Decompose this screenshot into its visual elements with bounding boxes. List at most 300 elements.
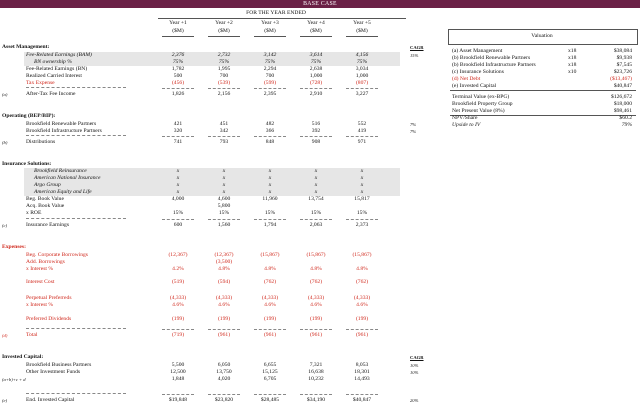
row-value: (762): [309, 279, 323, 285]
row-value: (519): [171, 279, 185, 285]
row-value: 75%: [356, 59, 368, 65]
column-year: Year +3: [261, 20, 279, 26]
row-label: Brookfield Infrastructure Partners: [26, 128, 102, 134]
row-value: x: [222, 182, 226, 188]
total-row: [0, 139, 420, 146]
row-value: x: [360, 189, 364, 195]
row-value: 4.8%: [218, 266, 230, 272]
valuation-label: (c) Insurance Solutions: [452, 69, 504, 75]
row-value: (15,867): [260, 252, 280, 258]
row-value: 700: [219, 73, 229, 79]
row-label: End. Invested Capital: [26, 397, 75, 403]
row-marker: (a): [2, 92, 8, 97]
total-row: [0, 222, 420, 229]
row-value: 600: [173, 222, 183, 228]
row-value: (15,867): [306, 252, 326, 258]
row-label: Interest Cost: [26, 279, 55, 285]
section-heading: [0, 113, 420, 120]
column-unit: ($M): [264, 28, 276, 34]
table-row: [0, 73, 420, 80]
row-value: 11,960: [262, 196, 278, 202]
table-row: [0, 210, 420, 217]
row-value: 2,373: [355, 222, 369, 228]
row-value: 2,395: [263, 91, 277, 97]
row-value: 4,000: [171, 196, 185, 202]
row-value: 908: [311, 139, 321, 145]
section-rule: [26, 87, 126, 88]
valuation-row: [450, 55, 636, 62]
row-value: 741: [173, 139, 183, 145]
valuation-label: Terminal Value (ex-BPG): [452, 94, 510, 100]
valuation-label: (a) Asset Management: [452, 48, 503, 54]
row-value: 15%: [172, 210, 184, 216]
column-year: Year +1: [169, 20, 187, 26]
row-value: 18,301: [354, 369, 370, 375]
row-value: 75%: [218, 59, 230, 65]
table-row: [0, 279, 420, 286]
row-value: 5,800: [217, 203, 231, 209]
row-value: x: [360, 182, 364, 188]
row-value: 7,321: [309, 362, 323, 368]
column-unit: ($M): [172, 28, 184, 34]
row-value: (199): [309, 316, 323, 322]
table-row: [0, 302, 420, 309]
row-value: 482: [265, 121, 275, 127]
row-value: 1,000: [309, 73, 323, 79]
row-value: (594): [217, 279, 231, 285]
row-value: 4.6%: [356, 302, 368, 308]
row-label: Distributions: [26, 139, 56, 145]
row-value: 1,794: [263, 222, 277, 228]
row-value: 500: [173, 73, 183, 79]
column-header-underline: [254, 36, 286, 37]
row-value: 1,995: [217, 66, 231, 72]
row-value: x: [360, 175, 364, 181]
valuation-row: [450, 101, 636, 108]
row-value: (456): [171, 80, 185, 86]
subtotal-rule: [162, 394, 194, 395]
row-value: 6,705: [263, 376, 277, 382]
table-row: [24, 168, 400, 175]
section-heading: [0, 244, 420, 251]
row-value: (12,367): [214, 252, 234, 258]
row-label: Acq. Book Value: [26, 203, 65, 209]
cagr-value: 7%: [410, 129, 417, 134]
row-label: x Interest %: [26, 302, 54, 308]
row-value: x: [176, 175, 180, 181]
row-value: (4,333): [169, 295, 187, 301]
row-value: x: [314, 182, 318, 188]
valuation-value: $7,545: [616, 62, 632, 68]
row-value: 13,750: [216, 369, 232, 375]
page-title-bar: [0, 0, 640, 8]
row-label: Beg. Corporate Borrowings: [26, 252, 88, 258]
row-value: (4,333): [353, 295, 371, 301]
column-unit: ($M): [310, 28, 322, 34]
cagr-header: CAGR: [410, 355, 424, 360]
valuation-label: (e) Invested Capital: [452, 83, 497, 89]
row-value: 419: [357, 128, 367, 134]
subtitle-underline: [158, 18, 406, 19]
row-label: Fee-Related Earnings (BAM): [26, 52, 92, 58]
row-value: (199): [355, 316, 369, 322]
valuation-value: $40,847: [613, 83, 632, 89]
row-value: x: [176, 182, 180, 188]
row-value: 2,638: [309, 66, 323, 72]
row-label: American National Insurance: [34, 175, 101, 181]
row-value: 1,000: [355, 73, 369, 79]
row-value: 75%: [310, 59, 322, 65]
row-label: Insurance Earnings: [26, 222, 70, 228]
row-value: $40,847: [352, 397, 372, 403]
table-row: [0, 259, 420, 266]
row-label: Perpetual Preferreds: [26, 295, 72, 301]
column-unit: ($M): [218, 28, 230, 34]
row-value: (807): [355, 80, 369, 86]
row-value: (4,333): [261, 295, 279, 301]
row-value: 4,600: [217, 196, 231, 202]
row-value: x: [314, 168, 318, 174]
row-value: (199): [217, 316, 231, 322]
row-value: (961): [355, 332, 369, 338]
subtotal-rule: [300, 219, 332, 220]
section-rule: [26, 393, 126, 394]
row-label: Argo Group: [34, 182, 61, 188]
row-value: (599): [263, 80, 277, 86]
row-value: (15,867): [352, 252, 372, 258]
subtotal-rule: [254, 88, 286, 89]
row-value: 15%: [310, 210, 322, 216]
row-label: Tax Expense: [26, 80, 55, 86]
row-value: 4.2%: [172, 266, 184, 272]
row-value: 2,732: [217, 52, 231, 58]
row-value: 3,614: [309, 52, 323, 58]
row-value: 75%: [172, 59, 184, 65]
row-value: $19,848: [168, 397, 188, 403]
row-value: x: [222, 168, 226, 174]
section-heading: [0, 44, 420, 51]
row-label: Preferred Dividends: [26, 316, 72, 322]
row-value: 342: [219, 128, 229, 134]
row-value: $34,190: [306, 397, 326, 403]
row-value: x: [268, 189, 272, 195]
subtotal-rule: [208, 219, 240, 220]
row-value: (961): [263, 332, 277, 338]
row-value: 1,560: [217, 222, 231, 228]
row-value: 14,493: [354, 376, 370, 382]
table-row: [0, 203, 420, 210]
row-value: 4.6%: [172, 302, 184, 308]
row-value: 15,125: [262, 369, 278, 375]
row-value: x: [268, 182, 272, 188]
row-label: After-Tax Fee Income: [26, 91, 76, 97]
row-value: 3,142: [263, 52, 277, 58]
valuation-label: Brookfield Property Group: [452, 101, 513, 107]
cagr-header: CAGR: [410, 45, 424, 50]
table-row: [0, 80, 420, 87]
valuation-title: Valuation: [531, 33, 553, 39]
row-label: Add. Borrowings: [26, 259, 65, 265]
table-row: [0, 252, 420, 259]
total-row: [0, 332, 420, 339]
row-marker: (a+b)+c + d: [2, 377, 26, 382]
row-value: 15%: [218, 210, 230, 216]
subtotal-rule: [254, 219, 286, 220]
table-row: [0, 128, 420, 135]
row-value: x: [268, 168, 272, 174]
row-value: 793: [219, 139, 229, 145]
table-row: [0, 266, 420, 273]
column-year: Year +5: [353, 20, 371, 26]
subtotal-rule: [208, 329, 240, 330]
row-label: Beg. Book Value: [26, 196, 64, 202]
row-value: 3,034: [355, 66, 369, 72]
row-value: 552: [357, 121, 367, 127]
row-value: 4.8%: [310, 266, 322, 272]
table-row: [0, 66, 420, 73]
row-value: 10,232: [308, 376, 324, 382]
valuation-row: [450, 115, 636, 122]
table-row: [0, 316, 420, 323]
subtotal-rule: [254, 136, 286, 137]
row-value: 848: [265, 139, 275, 145]
row-label: Brookfield Business Partners: [26, 362, 92, 368]
table-row: [0, 362, 420, 369]
section-label: Asset Management:: [2, 44, 50, 50]
row-value: 6,655: [263, 362, 277, 368]
valuation-label: (b) Brookfield Infrastructure Partners: [452, 62, 536, 68]
section-rule: [26, 328, 126, 329]
row-label: Realized Carried Interest: [26, 73, 82, 79]
row-value: 4.8%: [264, 266, 276, 272]
row-value: x: [314, 189, 318, 195]
row-marker: (d): [2, 333, 8, 338]
table-row: [0, 121, 420, 128]
subtotal-rule: [162, 88, 194, 89]
column-header-underline: [208, 36, 240, 37]
row-label: x Interest %: [26, 266, 54, 272]
row-label: x ROE: [26, 210, 42, 216]
row-value: (199): [263, 316, 277, 322]
row-value: 2,156: [217, 91, 231, 97]
row-value: (728): [309, 80, 323, 86]
valuation-label: Upside to IV: [452, 122, 481, 128]
row-label: Total: [26, 332, 38, 338]
subtotal-rule: [300, 394, 332, 395]
table-row: [0, 376, 420, 383]
row-value: 16,638: [308, 369, 324, 375]
row-value: x: [268, 175, 272, 181]
valuation-multiple: x18: [568, 48, 577, 54]
period-subtitle: FOR THE YEAR ENDED: [246, 10, 306, 16]
valuation-value: $60.2: [619, 115, 632, 121]
valuation-row: [450, 83, 636, 90]
row-value: 516: [311, 121, 321, 127]
row-value: 75%: [264, 59, 276, 65]
valuation-value: $18,000: [613, 101, 632, 107]
valuation-multiple: x18: [568, 62, 577, 68]
row-value: 1,848: [171, 376, 185, 382]
valuation-title-box: [448, 29, 638, 45]
row-value: 4,020: [217, 376, 231, 382]
subtotal-rule: [208, 136, 240, 137]
table-row: [0, 196, 420, 203]
cagr-value: 20%: [410, 398, 419, 403]
subtotal-rule: [208, 88, 240, 89]
row-label: Other Investment Funds: [26, 369, 81, 375]
row-label: American Equity and Life: [34, 189, 92, 195]
row-value: 2,294: [263, 66, 277, 72]
row-label: Brookfield Reinsurance: [34, 168, 87, 174]
subtotal-rule: [300, 88, 332, 89]
subtotal-rule: [346, 136, 378, 137]
row-value: (4,333): [215, 295, 233, 301]
valuation-multiple: x18: [568, 55, 577, 61]
row-value: x: [360, 168, 364, 174]
cagr-value: 10%: [410, 363, 419, 368]
subtotal-rule: [162, 329, 194, 330]
row-value: x: [176, 189, 180, 195]
row-value: (762): [355, 279, 369, 285]
page-title: BASE CASE: [303, 1, 337, 7]
section-label: Operating (BEP/BIP):: [2, 113, 56, 119]
section-rule: [26, 218, 126, 219]
row-value: $28,485: [260, 397, 280, 403]
row-marker: (b): [2, 140, 8, 145]
total-row: [0, 91, 420, 98]
section-label: Invested Capital:: [2, 354, 44, 360]
table-row: [24, 189, 400, 196]
row-value: 700: [265, 73, 275, 79]
row-value: 2,063: [309, 222, 323, 228]
row-value: (4,333): [307, 295, 325, 301]
subtotal-rule: [346, 329, 378, 330]
row-value: x: [314, 175, 318, 181]
row-value: $23,820: [214, 397, 234, 403]
column-year: Year +4: [307, 20, 325, 26]
valuation-row: [450, 76, 636, 83]
row-marker: (e): [2, 398, 8, 403]
row-value: 5,500: [171, 362, 185, 368]
row-value: 15%: [356, 210, 368, 216]
row-value: 13,754: [308, 196, 324, 202]
subtotal-rule: [254, 394, 286, 395]
row-value: 392: [311, 128, 321, 134]
valuation-value: $38,084: [613, 48, 632, 54]
row-value: 12,500: [170, 369, 186, 375]
column-header-underline: [346, 36, 378, 37]
valuation-label: (b) Brookfield Renewable Partners: [452, 55, 531, 61]
subtotal-rule: [346, 219, 378, 220]
valuation-row: [450, 108, 636, 115]
row-value: 15,817: [354, 196, 370, 202]
subtotal-rule: [300, 136, 332, 137]
valuation-row: [450, 62, 636, 69]
row-value: 4.6%: [218, 302, 230, 308]
row-value: 8,053: [355, 362, 369, 368]
row-value: 4.6%: [264, 302, 276, 308]
valuation-value: $23,726: [613, 69, 632, 75]
row-value: (719): [171, 332, 185, 338]
row-value: 3,227: [355, 91, 369, 97]
row-value: 451: [219, 121, 229, 127]
row-value: (12,367): [168, 252, 188, 258]
table-row: [24, 182, 400, 189]
section-label: Insurance Solutions:: [2, 161, 52, 167]
valuation-row: [450, 94, 636, 101]
subtotal-rule: [208, 394, 240, 395]
subtotal-rule: [162, 219, 194, 220]
valuation-multiple: x10: [568, 69, 577, 75]
subtotal-rule: [254, 329, 286, 330]
row-value: 4.8%: [356, 266, 368, 272]
column-year: Year +2: [215, 20, 233, 26]
valuation-label: Net Present Value (8%): [452, 108, 505, 114]
section-heading: [0, 161, 420, 168]
row-value: (762): [263, 279, 277, 285]
valuation-row: [450, 69, 636, 76]
valuation-row: [450, 122, 636, 129]
valuation-rule: [450, 90, 636, 91]
cagr-value: 15%: [410, 53, 419, 58]
valuation-value: $126,672: [611, 94, 632, 100]
row-value: 15%: [264, 210, 276, 216]
row-value: (961): [309, 332, 323, 338]
valuation-value: $9,938: [616, 55, 632, 61]
subtotal-rule: [346, 394, 378, 395]
table-row: [24, 175, 400, 182]
row-value: (199): [171, 316, 185, 322]
column-unit: ($M): [356, 28, 368, 34]
row-value: (539): [217, 80, 231, 86]
row-value: 1,782: [171, 66, 185, 72]
subtotal-rule: [162, 136, 194, 137]
valuation-value: $98,461: [613, 108, 632, 114]
table-row: [0, 369, 420, 376]
valuation-row: [450, 48, 636, 55]
row-value: 2,910: [309, 91, 323, 97]
column-header-underline: [300, 36, 332, 37]
section-rule: [26, 135, 126, 136]
section-heading: [0, 354, 420, 361]
subtotal-rule: [346, 88, 378, 89]
row-marker: (c): [2, 223, 8, 228]
row-value: 2,376: [171, 52, 185, 58]
row-value: 4.6%: [310, 302, 322, 308]
row-label: BN ownership %: [34, 59, 72, 65]
valuation-value: ($13,467): [610, 76, 632, 82]
row-value: 6,050: [217, 362, 231, 368]
row-label: Brookfield Renewable Partners: [26, 121, 97, 127]
table-row: [24, 59, 400, 66]
row-value: (3,500): [215, 259, 233, 265]
valuation-value: 79%: [621, 122, 632, 128]
row-value: 421: [173, 121, 183, 127]
row-value: 320: [173, 128, 183, 134]
row-value: 4,156: [355, 52, 369, 58]
row-value: x: [176, 168, 180, 174]
cagr-value: 10%: [410, 370, 419, 375]
cagr-value: 7%: [410, 122, 417, 127]
row-value: (961): [217, 332, 231, 338]
valuation-label: (d) Net Debt: [452, 76, 481, 82]
column-header-underline: [162, 36, 194, 37]
row-label: Fee-Related Earnings (BN): [26, 66, 88, 72]
row-value: 1,826: [171, 91, 185, 97]
table-row: [24, 52, 419, 59]
row-value: x: [222, 189, 226, 195]
row-value: 366: [265, 128, 275, 134]
